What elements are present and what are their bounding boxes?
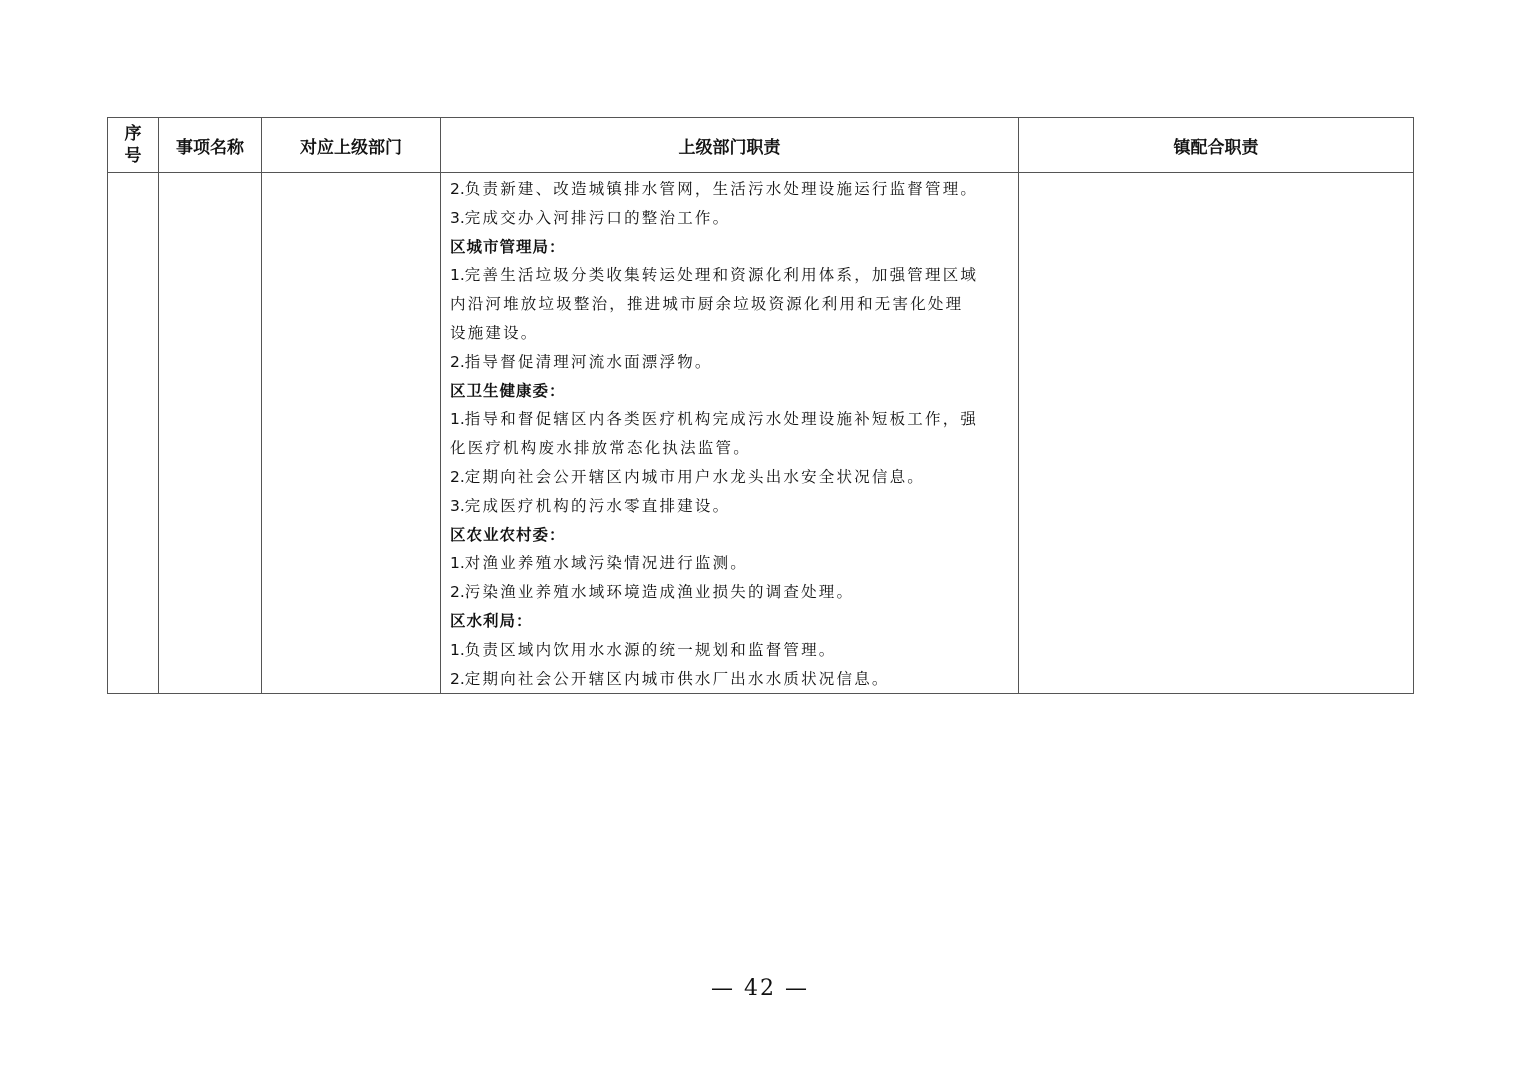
cell-dept — [262, 173, 441, 694]
header-seq: 序 号 — [108, 118, 159, 173]
duty-list — [441, 173, 1018, 693]
duty-text: 区农业农村委： — [450, 525, 566, 544]
header-dept: 对应上级部门 — [262, 118, 441, 173]
department-heading — [450, 607, 1012, 636]
header-town-duties: 镇配合职责 — [1019, 118, 1414, 173]
page-number: — 42 — — [711, 976, 809, 1001]
duty-line — [450, 290, 1012, 319]
duty-text: 内沿河堆放垃圾整治，推进城市厨余垃圾资源化利用和无害化处理 — [450, 295, 964, 314]
duty-number: 1. — [450, 640, 465, 659]
duty-text: 区水利局： — [450, 611, 533, 630]
duty-text: 定期向社会公开辖区内城市供水厂出水水质状况信息。 — [464, 669, 890, 688]
cell-town-duties — [1019, 173, 1414, 694]
duty-text: 负责新建、改造城镇排水管网，生活污水处理设施运行监督管理。 — [464, 180, 979, 198]
duty-line — [450, 434, 1012, 463]
duty-number: 1. — [450, 410, 465, 429]
duty-text: 完成交办入河排污口的整治工作。 — [464, 208, 731, 227]
duty-line — [450, 492, 1012, 521]
duty-number: 2. — [450, 352, 465, 371]
cell-duties — [441, 173, 1019, 694]
department-heading — [450, 377, 1012, 406]
duty-text: 设施建设。 — [450, 323, 539, 342]
duty-line — [450, 204, 1012, 233]
duty-text: 指导督促清理河流水面漂浮物。 — [464, 352, 713, 371]
department-heading — [450, 521, 1012, 550]
duty-number: 2. — [450, 180, 465, 198]
cell-item-name — [159, 173, 262, 694]
duty-text: 对渔业养殖水域污染情况进行监测。 — [464, 554, 748, 573]
duty-text: 区卫生健康委： — [450, 381, 566, 400]
duty-text: 定期向社会公开辖区内城市用户水龙头出水安全状况信息。 — [464, 467, 925, 486]
duty-number: 2. — [450, 669, 465, 688]
department-heading — [450, 233, 1012, 262]
duty-line — [450, 636, 1012, 665]
duty-number: 3. — [450, 208, 465, 227]
duty-number: 2. — [450, 467, 465, 486]
duty-text: 完成医疗机构的污水零直排建设。 — [464, 496, 731, 515]
duty-line — [450, 463, 1012, 492]
duty-line — [450, 405, 1012, 434]
duty-text: 化医疗机构废水排放常态化执法监管。 — [450, 439, 751, 458]
duty-line — [450, 549, 1012, 578]
duty-number: 1. — [450, 554, 465, 573]
header-item-name: 事项名称 — [159, 118, 262, 173]
table-row — [108, 173, 1414, 694]
duty-line — [450, 261, 1012, 290]
header-row — [108, 118, 1414, 173]
duty-text: 完善生活垃圾分类收集转运处理和资源化利用体系，加强管理区域 — [464, 266, 979, 285]
duty-number: 3. — [450, 496, 465, 515]
cell-seq — [108, 173, 159, 694]
duty-number: 1. — [450, 266, 465, 285]
duty-line — [450, 319, 1012, 348]
duty-line — [450, 665, 1012, 694]
duty-text: 区城市管理局： — [450, 237, 566, 256]
duty-line — [450, 578, 1012, 607]
duty-text: 污染渔业养殖水域环境造成渔业损失的调查处理。 — [464, 583, 855, 602]
duty-line — [450, 175, 1012, 204]
duty-text: 负责区域内饮用水水源的统一规划和监督管理。 — [464, 640, 837, 659]
responsibility-table — [107, 117, 1414, 694]
duty-text: 指导和督促辖区内各类医疗机构完成污水处理设施补短板工作，强 — [464, 410, 979, 429]
duty-number: 2. — [450, 583, 465, 602]
duty-line — [450, 348, 1012, 377]
header-duties: 上级部门职责 — [441, 118, 1019, 173]
